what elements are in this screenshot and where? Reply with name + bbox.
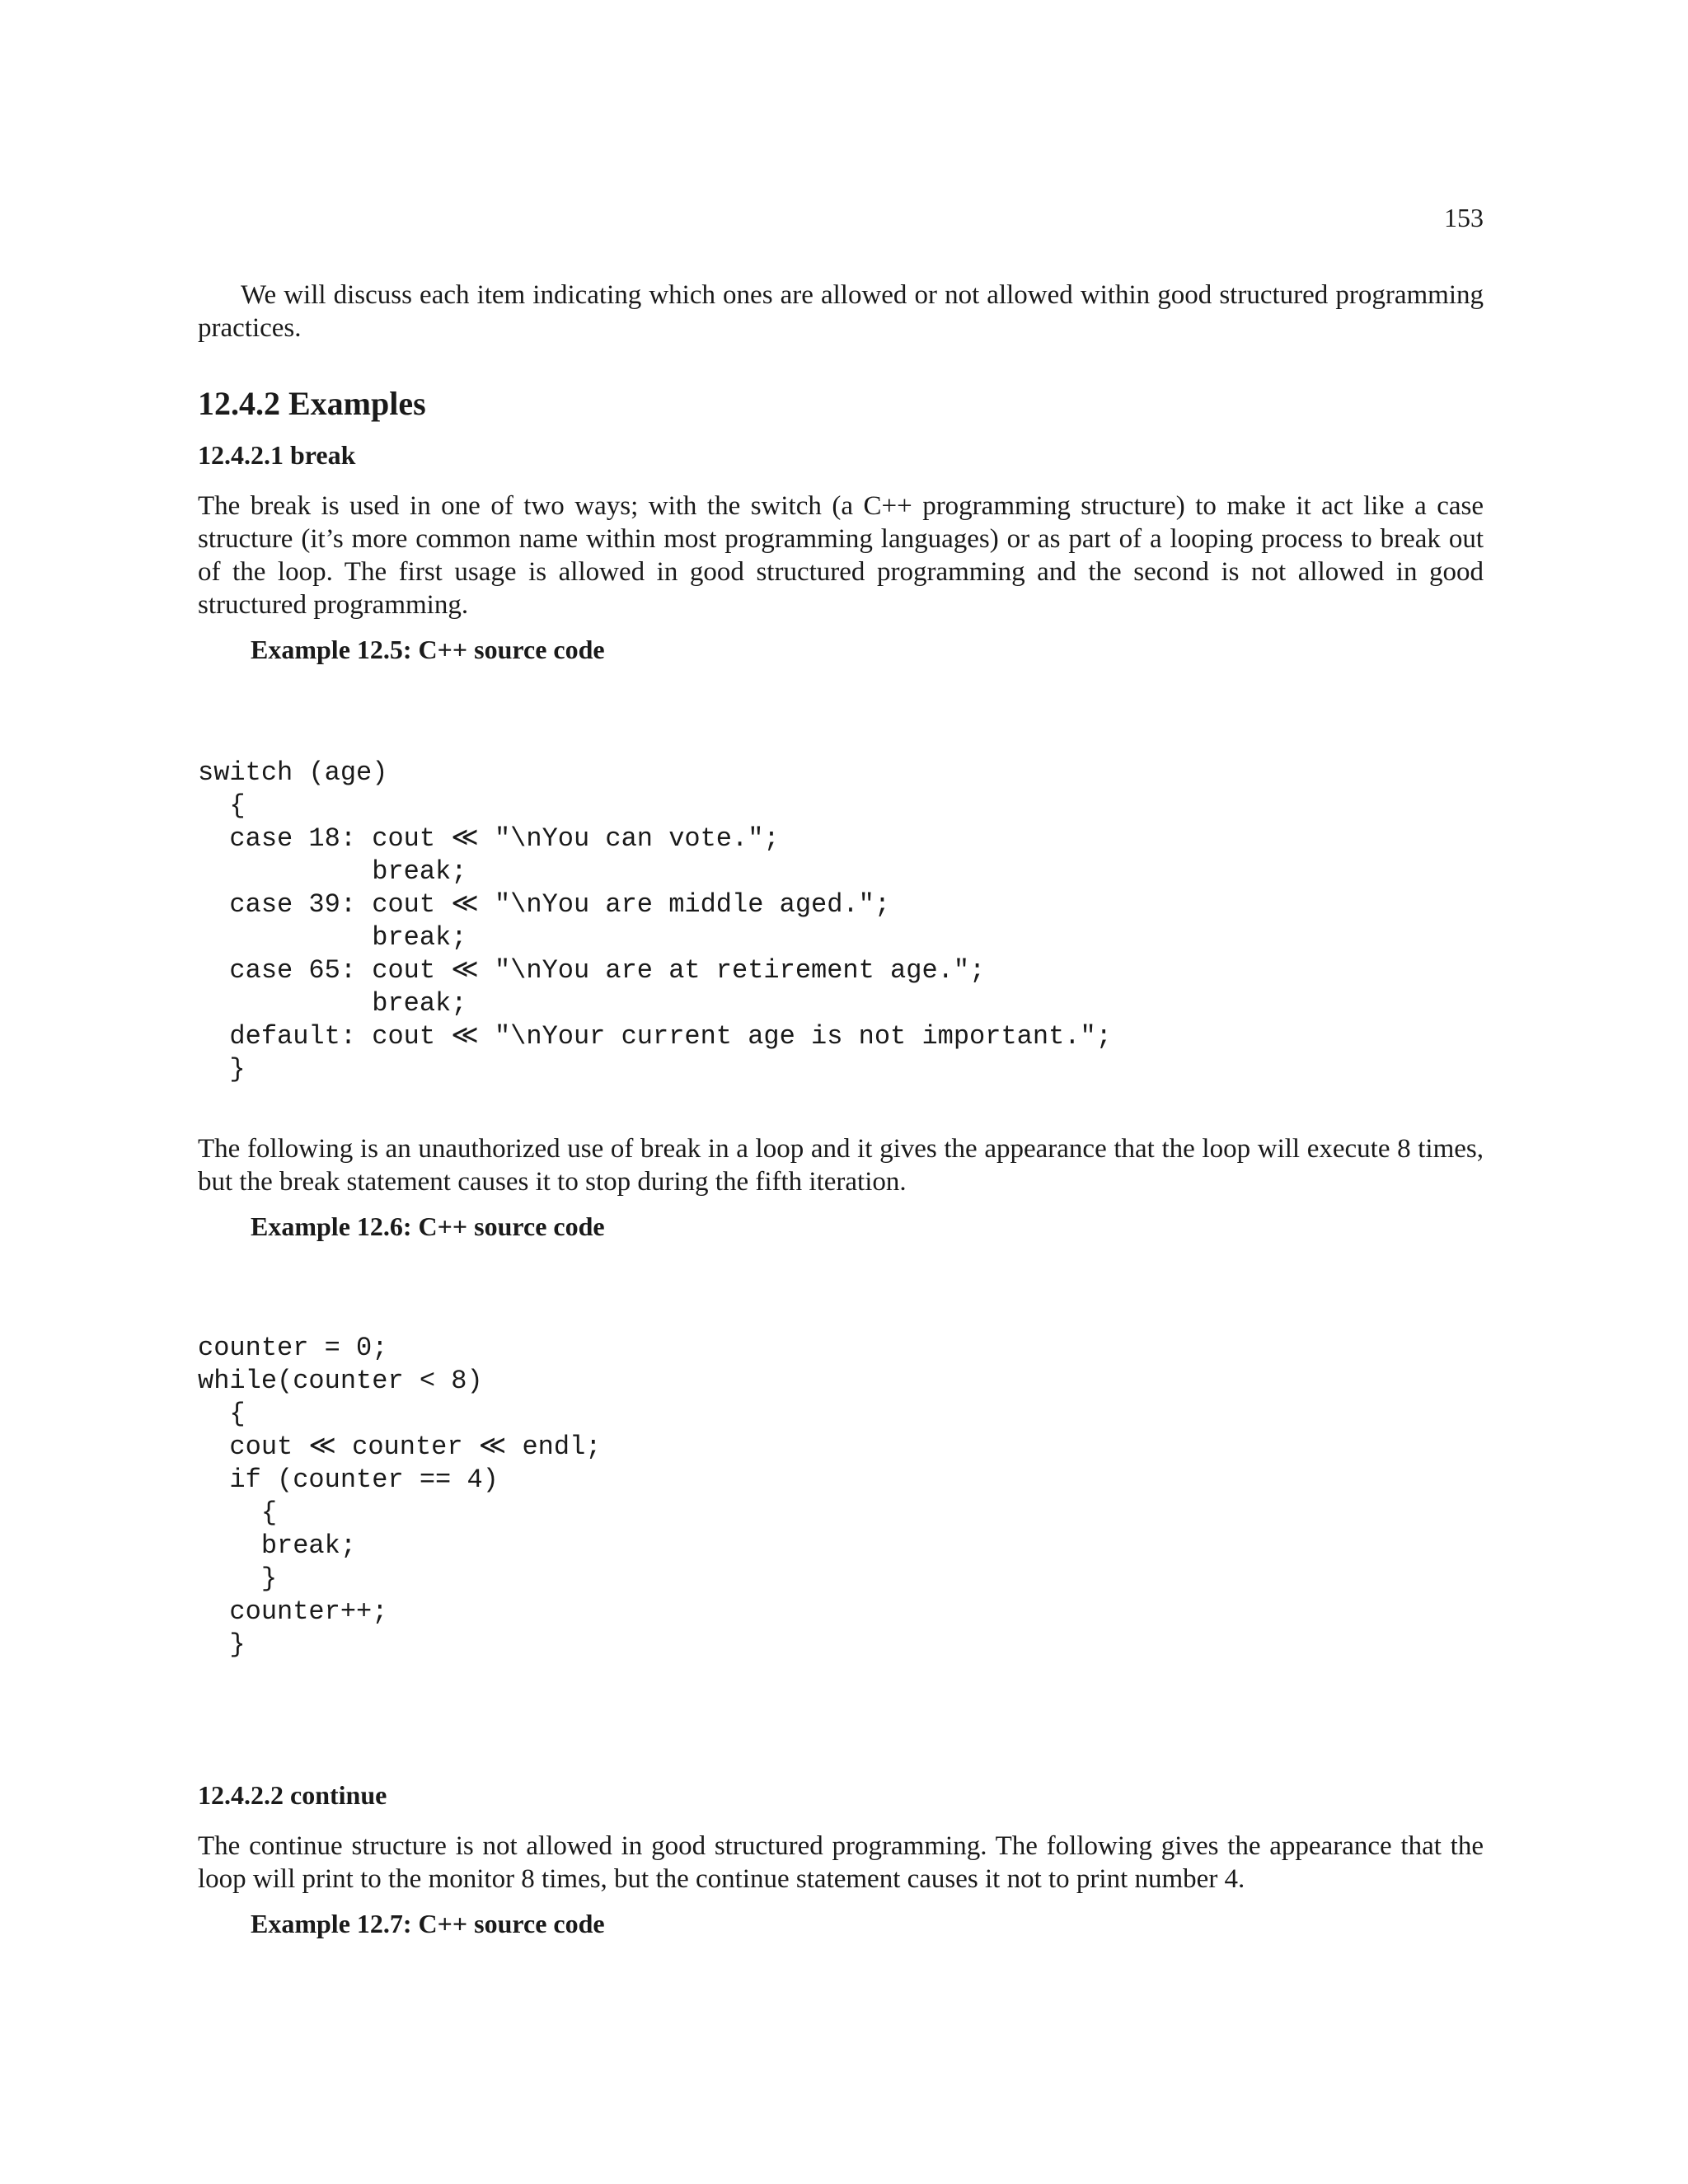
code-block: counter = 0; while(counter < 8) { cout ≪ counter ≪ endl; if (counter == 4) { break; } counter++; }	[198, 1333, 602, 1660]
intro-paragraph: We will discuss each item indicating which ones are allowed or not allowed within good structured programming practices.	[198, 280, 1484, 343]
break-paragraph: The break is used in one of two ways; with the switch (a C++ programming structure) to make it act like a case structure (it’s more common name within most programming languages) or as part of a looping process to break out of the loop. The first usage is allowed in good structured programming and the second is not allowed in good structured programming.	[198, 491, 1484, 620]
break-loop-paragraph: The following is an unauthorized use of break in a loop and it gives the appearance that the loop will execute 8 times, but the break statement causes it to stop during the fifth iteration.	[198, 1134, 1484, 1197]
example-caption: Example 12.6: C++ source code	[251, 1212, 605, 1241]
continue-paragraph: The continue structure is not allowed in good structured programming. The following gives the appearance that the loop will print to the monitor 8 times, but the continue statement causes it not to print number 4.	[198, 1831, 1484, 1894]
subsection-heading-continue: 12.4.2.2 continue	[198, 1780, 387, 1810]
subsection-heading-break: 12.4.2.1 break	[198, 440, 356, 470]
section-heading: 12.4.2 Examples	[198, 385, 426, 422]
page-number: 153	[1444, 203, 1484, 232]
example-caption: Example 12.5: C++ source code	[251, 635, 605, 664]
example-caption: Example 12.7: C++ source code	[251, 1909, 605, 1938]
code-block: switch (age) { case 18: cout ≪ "\nYou can vote."; break; case 39: cout ≪ "\nYou are middle aged."; break; case 65: cout ≪ "\nYou are at retirement age."; break; default: cout ≪ "\nYour current age is not important."; }	[198, 757, 1112, 1085]
